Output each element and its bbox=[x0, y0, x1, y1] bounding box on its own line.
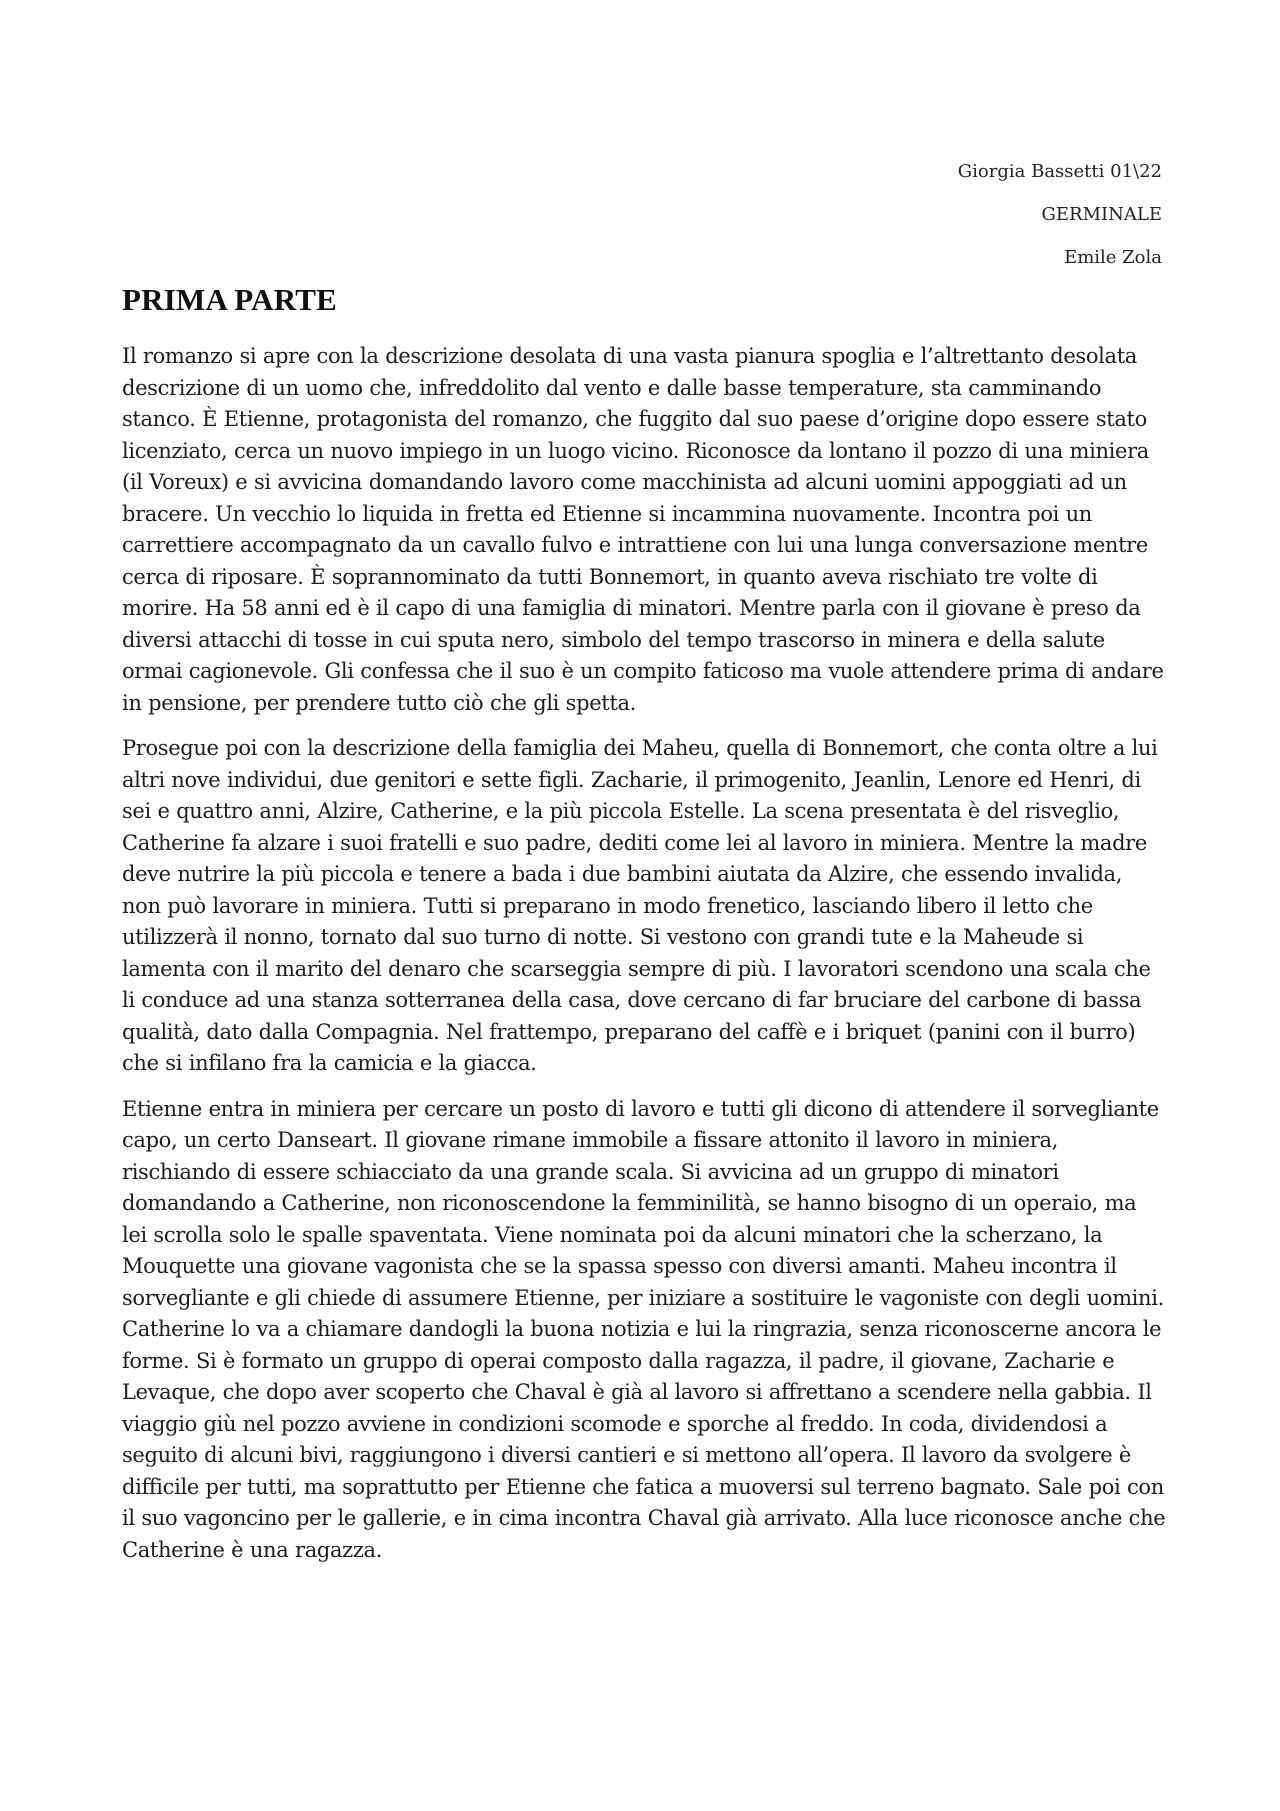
paragraph-1: Il romanzo si apre con la descrizione desolata di una vasta pianura spoglia e l’altrettanto desolata descrizione di un uomo che, infreddolito dal vento e dalle basse temperature, sta camminando stanco. È Etienne, protagonista del romanzo, che fuggito dal suo paese d’origine dopo essere stato licenziato, cerca un nuovo impiego in un luogo vicino. Riconosce da lontano il pozzo di una miniera (il Voreux) e si avvicina domandando lavoro come macchinista ad alcuni uomini appoggiati ad un bracere. Un vecchio lo liquida in fretta ed Etienne si incammina nuovamente. Incontra poi un carrettiere accompagnato da un cavallo fulvo e intrattiene con lui una lunga conversazione mentre cerca di riposare. È soprannominato da tutti Bonnemort, in quanto aveva rischiato tre volte di morire. Ha 58 anni ed è il capo di una famiglia di minatori. Mentre parla con il giovane è preso da diversi attacchi di tosse in cui sputa nero, simbolo del tempo trascorso in minera e della salute ormai cagionevole. Gli confessa che il suo è un compito faticoso ma vuole attendere prima di andare in pensione, per prendere tutto ciò che gli spetta. bbox=[122, 344, 1164, 715]
author-date-line: Giorgia Bassetti 01\22 bbox=[957, 161, 1162, 182]
document-header bbox=[958, 150, 1162, 279]
section-title: PRIMA PARTE bbox=[122, 282, 337, 317]
paragraph-2: Prosegue poi con la descrizione della famiglia dei Maheu, quella di Bonnemort, che conta oltre a lui altri nove individui, due genitori e sette figli. Zacharie, il primogenito, Jeanlin, Lenore ed Henri, di sei e quattro anni, Alzire, Catherine, e la più piccola Estelle. La scena presentata è del risveglio, Catherine fa alzare i suoi fratelli e suo padre, dediti come lei al lavoro in miniera. Mentre la madre deve nutrire la più piccola e tenere a bada i due bambini aiutata da Alzire, che essendo invalida, non può lavorare in miniera. Tutti si preparano in modo frenetico, lasciando libero il letto che utilizzerà il nonno, tornato dal suo turno di notte. Si vestono con grandi tute e la Maheude si lamenta con il marito del denaro che scarseggia sempre di più. I lavoratori scendono una scala che li conduce ad una stanza sotterranea della casa, dove cercano di far bruciare del carbone di bassa qualità, dato dalla Compagnia. Nel frattempo, preparano del caffè e i briquet (panini con il burro) che si infilano fra la camicia e la giacca. bbox=[122, 736, 1158, 1075]
body-text bbox=[122, 341, 1167, 1580]
book-author: Emile Zola bbox=[1064, 247, 1162, 268]
paragraph-3: Etienne entra in miniera per cercare un posto di lavoro e tutti gli dicono di attendere il sorvegliante capo, un certo Danseart. Il giovane rimane immobile a fissare attonito il lavoro in miniera, rischiando di essere schiacciato da una grande scala. Si avvicina ad un gruppo di minatori domandando a Catherine, non riconoscendone la femminilità, se hanno bisogno di un operaio, ma lei scrolla solo le spalle spaventata. Viene nominata poi da alcuni minatori che la scherzano, la Mouquette una giovane vagonista che se la spassa spesso con diversi amanti. Maheu incontra il sorvegliante e gli chiede di assumere Etienne, per iniziare a sostituire le vagoniste con degli uomini. Catherine lo va a chiamare dandogli la buona notizia e lui la ringrazia, senza riconoscerne ancora le forme. Si è formato un gruppo di operai composto dalla ragazza, il padre, il giovane, Zacharie e Levaque, che dopo aver scoperto che Chaval è già al lavoro si affrettano a scendere nella gabbia. Il viaggio giù nel pozzo avviene in condizioni scomode e sporche al freddo. In coda, dividendosi a seguito di alcuni bivi, raggiungono i diversi cantieri e si mettono all’opera. Il lavoro da svolgere è difficile per tutti, ma soprattutto per Etienne che fatica a muoversi sul terreno bagnato. Sale poi con il suo vagoncino per le gallerie, e in cima incontra Chaval già arrivato. Alla luce riconosce anche che Catherine è una ragazza. bbox=[122, 1096, 1166, 1562]
book-title: GERMINALE bbox=[1041, 204, 1162, 225]
